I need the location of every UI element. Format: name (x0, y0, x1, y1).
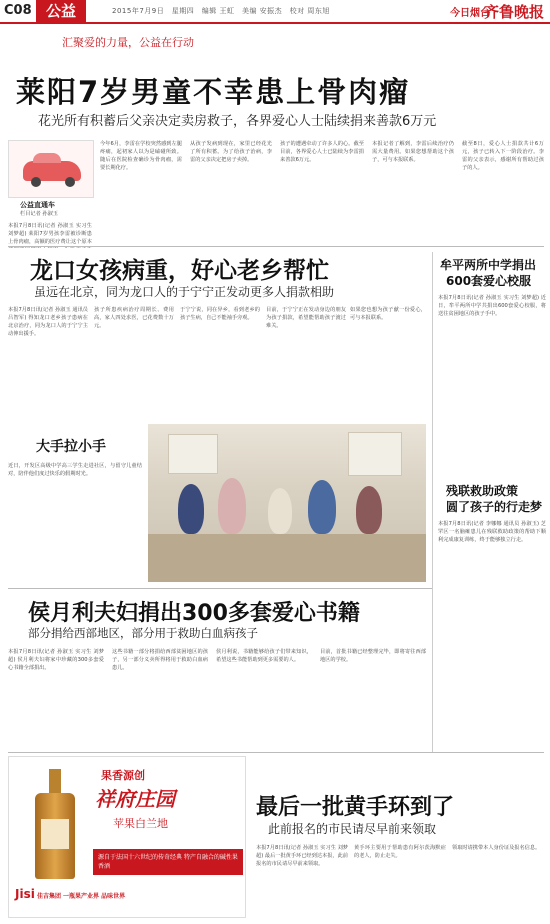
article4-col2: 黄手环主要用于帮助患有阿尔茨海默症的老人，防止走失。 (354, 845, 446, 859)
article4-headline: 最后一批黄手环到了 (256, 795, 455, 820)
ad-brand-name: 祥府庄园 (95, 787, 175, 811)
article4-subhead: 此前报名的市民请尽早前来领取 (268, 822, 437, 836)
divider (8, 752, 544, 753)
article2-col4: 目前，于宁宁正在发动身边的朋友为孩子捐款，希望能帮助孩子渡过难关。 (266, 307, 346, 329)
article3-col3: 侯月利说，书籍能够给孩子们带来知识，希望这些书能帮助到更多需要的人。 (216, 649, 312, 663)
student-figure (218, 478, 246, 534)
section-label: 公益 (36, 0, 86, 22)
article3-col4: 目前，首批书籍已经整理完毕，即将寄往西部地区的学校。 (320, 649, 426, 663)
right-head2-line2: 圆了孩子的行走梦 (446, 500, 543, 514)
desk (148, 534, 426, 582)
right-head1-line1: 牟平两所中学捐出 (440, 258, 537, 272)
ad-brand-line: 果香源创 (101, 769, 145, 782)
article2-headline: 龙口女孩病重，好心老乡帮忙 (30, 258, 329, 284)
photo-note: 栏目记者 孙淑玉 (20, 211, 58, 217)
car-illustration (8, 140, 94, 198)
date-line: 2015年7月9日 星期四 编辑 王虹 美编 安振杰 校对 周东旭 (112, 7, 330, 15)
photo-caption: 公益直通车 (20, 201, 55, 209)
right-body1: 本报7月8日讯(记者 孙淑玉 实习生 刘梦超) 近日，牟平两所中学共捐出600套爱心校服，将送往贫困地区的孩子手中。 (438, 295, 546, 317)
article1-col4: 孩子的遭遇牵动了许多人的心。截至目前，各界爱心人士已陆续为李雷捐来善款6万元。 (280, 141, 364, 163)
wheel-icon (65, 177, 75, 187)
brandy-advertisement[interactable] (8, 756, 246, 918)
section-slogan: 汇聚爱的力量，公益在行动 (62, 36, 194, 49)
page-number: C08 (4, 3, 32, 18)
right-body2: 本报7月8日讯(记者 李娜娜 通讯员 孙淑玉) 芝罘区一名脑瘫患儿在残联救助政策的帮助下顺利完成康复训练，终于能够独立行走。 (438, 521, 546, 543)
article2-col3: 于宁宁说，同在异乡，看到老乡的孩子生病，自己不能袖手旁观。 (180, 307, 260, 321)
article2-subhead: 虽远在北京，同为龙口人的于宁宁正发动更多人捐款相助 (34, 285, 335, 299)
article1-headline: 莱阳7岁男童不幸患上骨肉瘤 (16, 75, 411, 109)
article1-col2: 今年6月，李雷在学校突然感到左腿疼痛，起初家人以为是磕碰所致。随后在医院检查确诊为骨肉瘤，需要长期化疗。 (100, 141, 182, 171)
page-header (0, 0, 550, 24)
ad-hotline: 佳吉集团 一瓶果产业界 品味世界 (36, 893, 126, 900)
article2-col5: 如果您也想为孩子献一份爱心，可与本报联系。 (350, 307, 426, 321)
column-divider (432, 252, 433, 752)
divider (8, 246, 544, 247)
article4-col3: 领取时请携带本人身份证及报名信息。 (452, 845, 541, 851)
article1-col6: 截至8日，爱心人士捐款共计6万元，孩子已转入下一阶段治疗。李雷的父亲表示，感谢所有帮助过孩子的人。 (462, 141, 544, 171)
ad-product: 苹果白兰地 (113, 817, 168, 830)
classroom-photo (148, 424, 426, 582)
wall-poster (348, 432, 402, 476)
article2-col2: 孩子所患疾病治疗周期长、费用高，家人四处求医，已花费数十万元。 (94, 307, 174, 329)
divider (8, 588, 432, 589)
masthead-logo: 齐鲁晚报 (483, 3, 544, 21)
article4-col1: 本报7月8日讯(记者 孙淑玉 实习生 刘梦超) 最后一批黄手环已经到达本报，此前报名的市民请尽早前来领取。 (256, 845, 348, 867)
article3-subhead: 部分捐给西部地区，部分用于救助白血病孩子 (28, 626, 258, 640)
student-figure (178, 484, 204, 534)
article1-subhead: 花光所有积蓄后父亲决定卖房救子，各界爱心人士陆续捐来善款6万元 (38, 114, 437, 129)
student-figure (268, 488, 292, 534)
article2-col1: 本报7月8日讯(记者 孙淑玉 通讯员 吕智军) 得知龙口老乡孩子患病在北京治疗，同为龙口人的于宁宁主动伸出援手。 (8, 307, 88, 337)
article1-col5: 本报记者了解到，李雷后续治疗仍需大量费用。如果您想帮助这个孩子，可与本报联系。 (372, 141, 454, 163)
wheel-icon (31, 177, 41, 187)
article3-headline: 侯月利夫妇捐出300多套爱心书籍 (28, 601, 360, 626)
wall-poster (168, 434, 218, 474)
ad-logo: Jisi (15, 887, 35, 901)
paper-name: 今日烟台 (450, 8, 490, 19)
brief-title: 大手拉小手 (36, 439, 106, 455)
article1-col3: 从孩子发病到现在，家里已经花光了所有积蓄。为了给孩子治病，李雷的父亲决定把房子卖掉。 (190, 141, 272, 163)
article1-col1: 本报7月8日讯(记者 孙淑玉 实习生 刘梦超) 莱阳7岁男孩李雷被诊断患上骨肉瘤，高额的医疗费让这个原本 (8, 223, 92, 245)
bottle-icon (35, 769, 75, 879)
right-head2-line1: 残联救助政策 (446, 484, 519, 498)
article3-col2: 这些书籍一部分将捐给西部贫困地区的孩子，另一部分义卖所得将用于救助白血病患儿。 (112, 649, 208, 671)
right-head1-line2: 600套爱心校服 (446, 274, 532, 288)
brief-body: 近日，开发区高级中学高三学生走进社区，与留守儿童结对，陪伴他们度过快乐的假期时光。 (8, 463, 142, 477)
article3-col1: 本报7月8日讯(记者 孙淑玉 实习生 刘梦超) 侯月利夫妇将家中珍藏的300多套爱心书籍全部捐出。 (8, 649, 104, 671)
ad-footer (15, 887, 241, 901)
ad-tagline: 源自于法国十六世纪的传奇经典 特产自融合的碱性果香酒 (93, 849, 243, 875)
student-figure (356, 486, 382, 534)
student-figure (308, 480, 336, 534)
